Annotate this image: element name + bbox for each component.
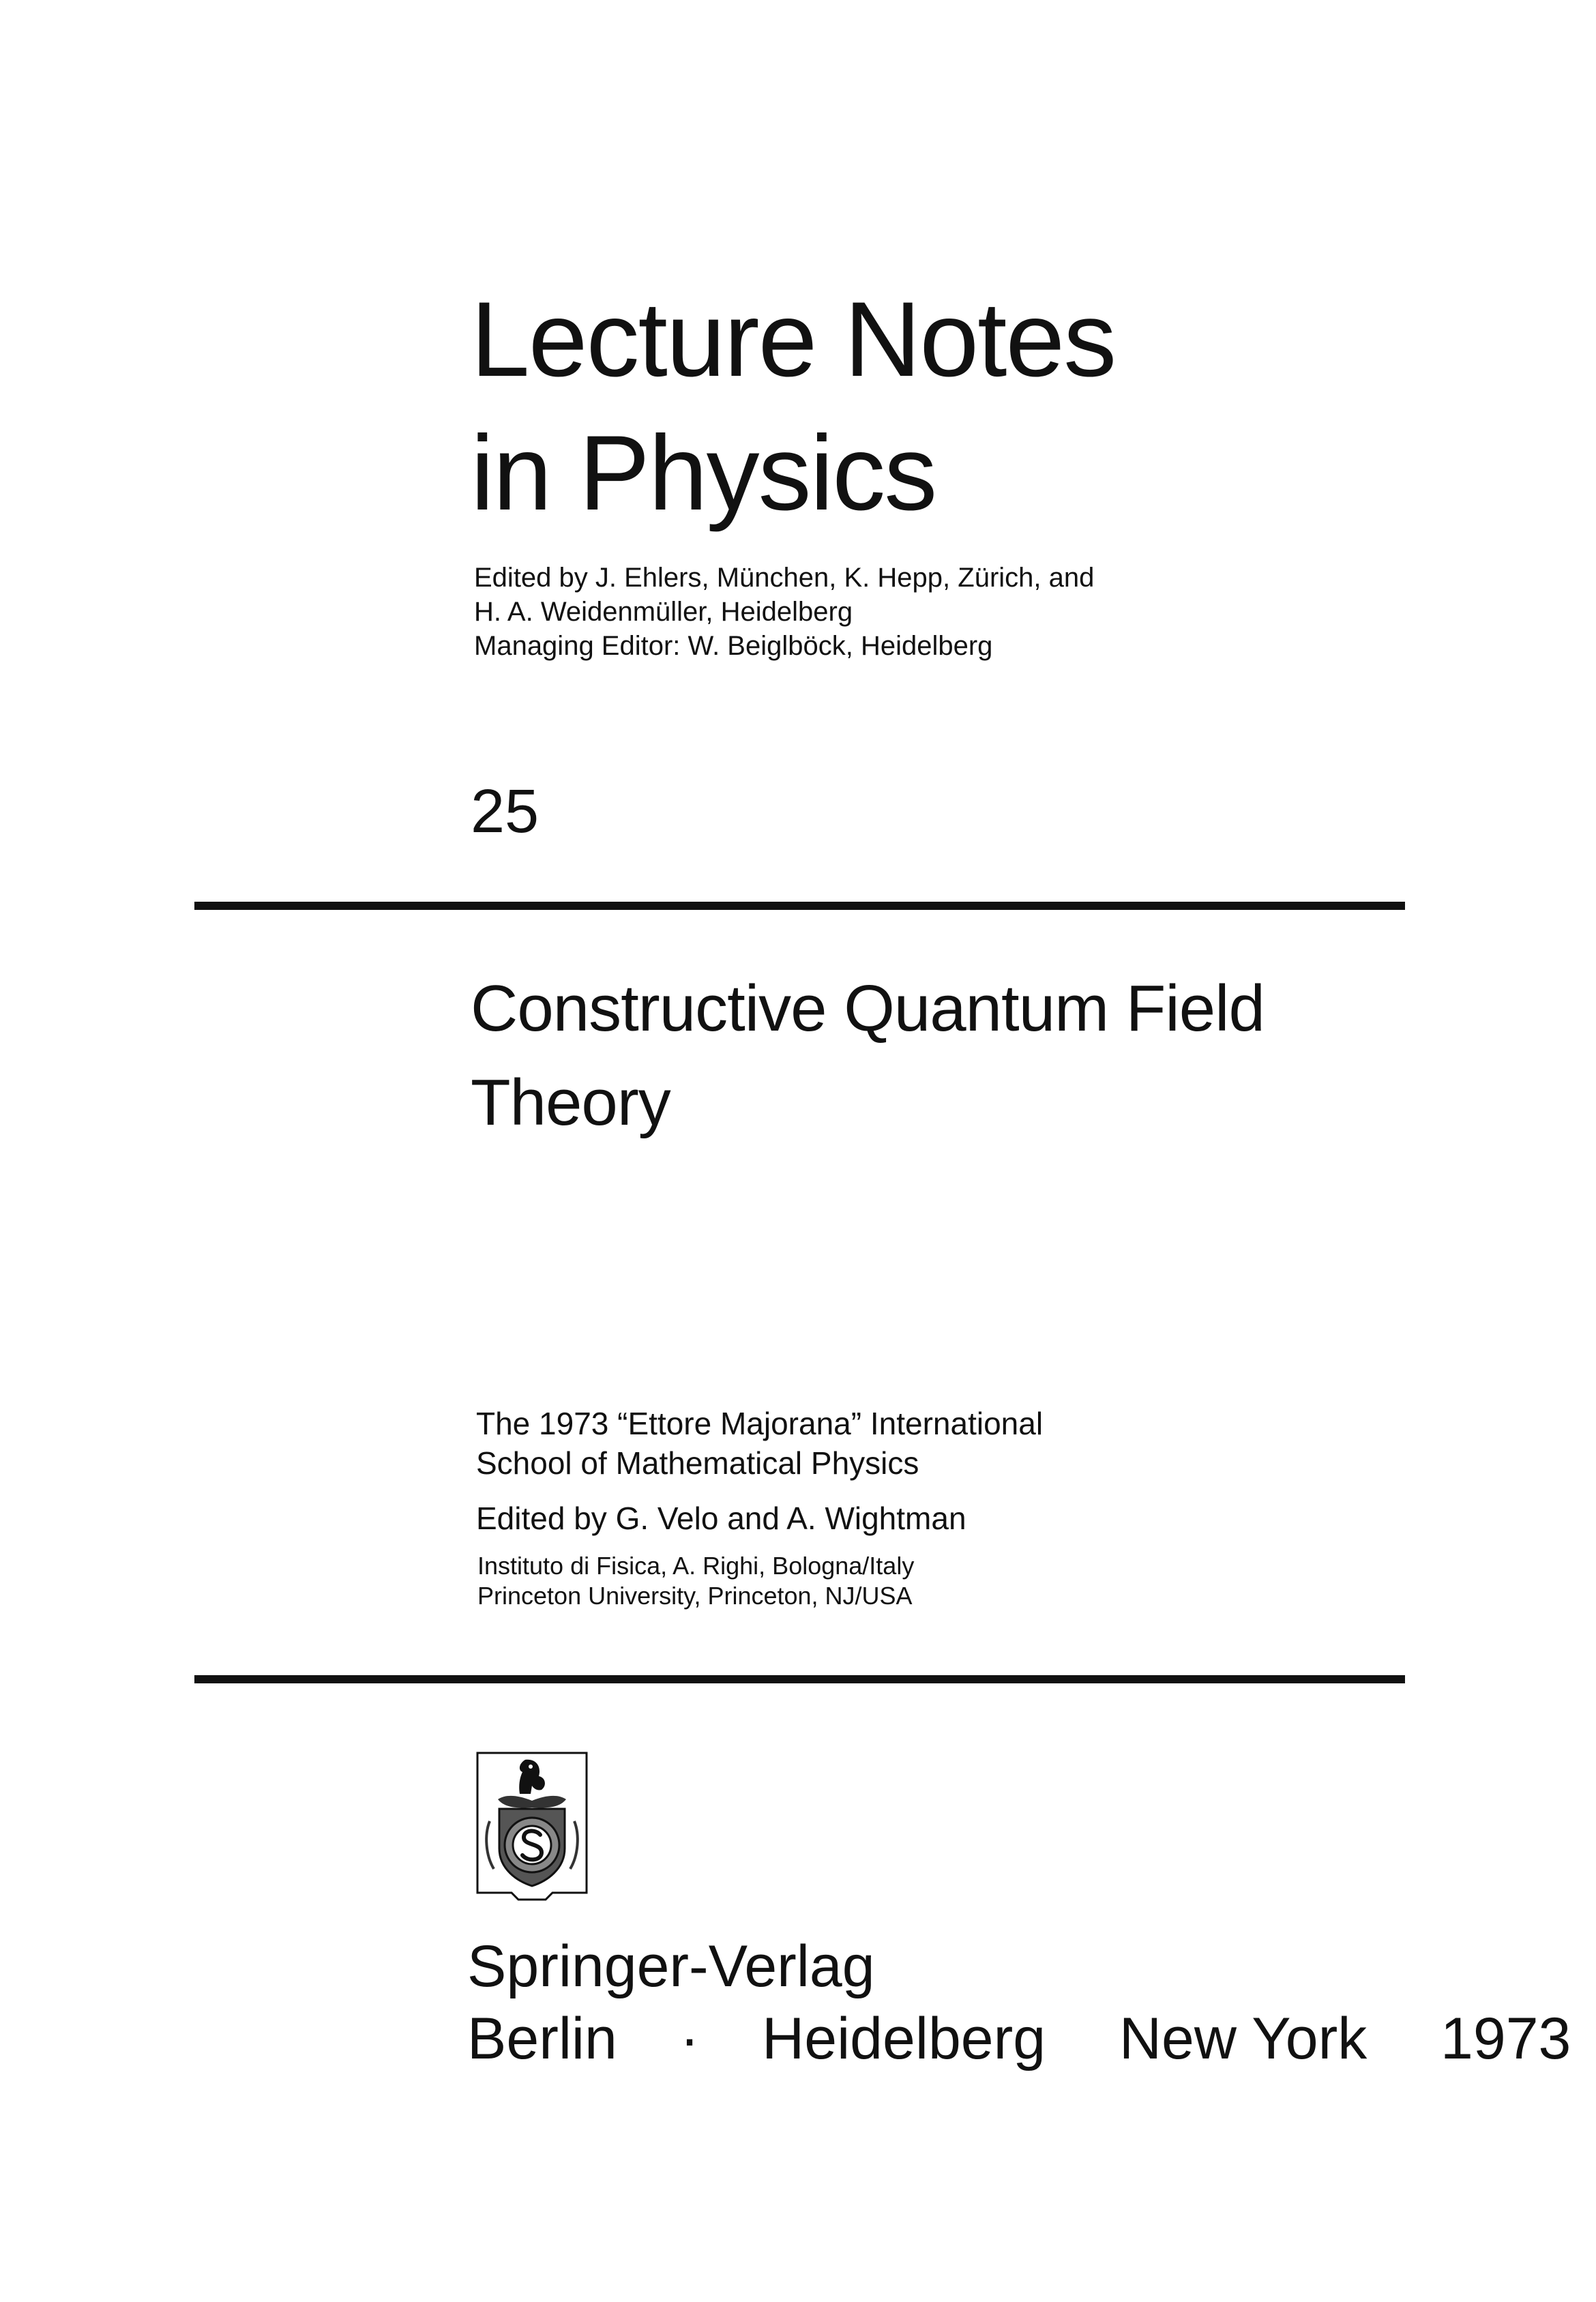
series-title	[471, 273, 1115, 540]
top-divider	[194, 902, 1405, 910]
series-title-line-1: Lecture Notes	[471, 280, 1116, 399]
city-heidelberg: Heidelberg	[762, 2006, 1046, 2071]
series-editors	[474, 561, 1094, 663]
editor-affiliations	[477, 1551, 914, 1611]
affiliation-1: Instituto di Fisica, A. Righi, Bologna/Italy	[477, 1552, 915, 1580]
volume-number: 25	[471, 778, 540, 846]
city-new-york: New York	[1119, 2006, 1368, 2071]
springer-knight-logo-icon	[471, 1746, 593, 1903]
series-editors-line-2: H. A. Weidenmüller, Heidelberg	[474, 597, 853, 627]
book-title	[471, 962, 1265, 1150]
series-editors-line-1: Edited by J. Ehlers, München, K. Hepp, Zürich, and	[474, 563, 1095, 593]
publisher-name: Springer-Verlag	[467, 1934, 875, 1999]
school-name-line-2: School of Mathematical Physics	[476, 1445, 919, 1481]
bottom-divider	[194, 1675, 1405, 1683]
city-berlin: Berlin	[467, 2006, 617, 2071]
school-name	[476, 1404, 1043, 1483]
book-editors: Edited by G. Velo and A. Wightman	[476, 1501, 966, 1536]
managing-editor: Managing Editor: W. Beiglböck, Heidelberg	[474, 631, 993, 661]
series-title-line-2: in Physics	[471, 414, 936, 533]
school-name-line-1: The 1973 “Ettore Majorana” International	[476, 1406, 1044, 1441]
city-separator: ·	[679, 2006, 700, 2071]
publisher-locations	[467, 2003, 1571, 2075]
affiliation-2: Princeton University, Princeton, NJ/USA	[477, 1582, 913, 1610]
book-title-line-1: Constructive Quantum Field	[471, 972, 1265, 1045]
publication-year: 1973	[1440, 2006, 1571, 2071]
book-title-line-2: Theory	[471, 1066, 670, 1139]
